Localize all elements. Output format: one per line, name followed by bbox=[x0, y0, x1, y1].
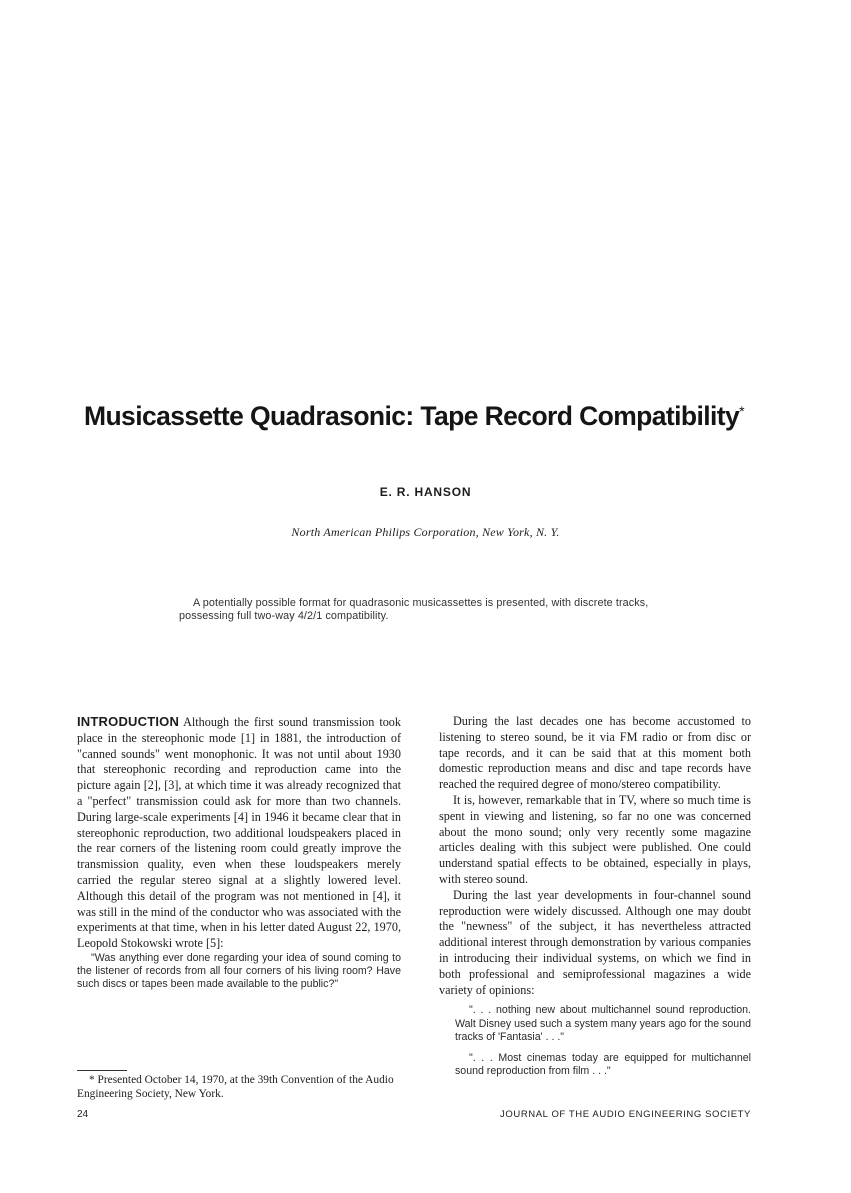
left-column bbox=[77, 714, 401, 992]
right-column bbox=[439, 714, 751, 1078]
author-affiliation: North American Philips Corporation, New York, N. Y. bbox=[291, 525, 560, 539]
stokowski-quote: "Was anything ever done regarding your idea of sound coming to the listener of records from all four corners of his living room? Have such discs or tapes been made available to the public?" bbox=[77, 951, 401, 991]
body-paragraph: During the last year developments in four-channel sound reproduction were widely discussed. Although one may doubt the "newness" of the subject, it has nevertheless attracted additional interest through demonstration by various companies in introducing their individual systems, on which we find in both professional and semiprofessional magazines a wide variety of opinions: bbox=[439, 887, 751, 997]
title-text: Musicassette Quadrasonic: Tape Record Compatibility bbox=[84, 401, 740, 431]
body-paragraph: During the last decades one has become accustomed to listening to stereo sound, be it via FM radio or from disc or tape records, and it can be said that at this moment both domestic reproduction means and disc and tape records have reached the required degree of mono/stereo compatibility. bbox=[439, 714, 751, 792]
title-footnote-mark: * bbox=[739, 403, 744, 419]
magazine-quote: ". . . nothing new about multichannel sound reproduction. Walt Disney used such a system many years ago for the sound tracks of 'Fantasia' . . ." bbox=[455, 1004, 751, 1043]
paper-title bbox=[84, 401, 774, 432]
intro-paragraph-text: Although the first sound transmission took place in the stereophonic mode [1] in 1881, the introduction of "canned sounds" went monophonic. It was not until about 1930 that stereophonic recording and reproduction came into the picture again [2], [3], at which time it was already recognized that a "perfect" transmission could ask for more than two channels. During large-scale experiments [4] in 1946 it became clear that in stereophonic reproduction, two additional loudspeakers placed in the rear corners of the listening room could greatly improve the transmission quality, even when these loudspeakers merely carried the regular stereo signal at a slightly lowered level. Although this detail of the program was not mentioned in [4], it was still in the mind of the conductor who was associated with the experiments at that time, when in his letter dated August 22, 1970, Leopold Stokowski wrote [5]: bbox=[77, 715, 401, 951]
abstract: A potentially possible format for quadrasonic musicassettes is presented, with discrete tracks, possessing full two-way 4/2/1 compatibility. bbox=[179, 597, 649, 622]
section-heading-introduction: INTRODUCTION bbox=[77, 714, 180, 729]
body-paragraph: It is, however, remarkable that in TV, where so much time is spent in viewing and listening, so far no one was concerned about the mono sound; only very recently some magazine articles dealing with this subject were published. One could understand spatial effects to be obtained, especially in plays, with stereo sound. bbox=[439, 792, 751, 886]
journal-name: JOURNAL OF THE AUDIO ENGINEERING SOCIETY bbox=[500, 1109, 751, 1120]
footnote-rule bbox=[77, 1070, 127, 1071]
intro-paragraph bbox=[77, 714, 401, 952]
magazine-quote: ". . . Most cinemas today are equipped for multichannel sound reproduction from film . . ." bbox=[455, 1051, 751, 1078]
author-name: E. R. HANSON bbox=[379, 485, 472, 499]
page-number: 24 bbox=[77, 1109, 89, 1120]
footnote: * Presented October 14, 1970, at the 39th Convention of the Audio Engineering Society, New York. bbox=[77, 1074, 394, 1100]
